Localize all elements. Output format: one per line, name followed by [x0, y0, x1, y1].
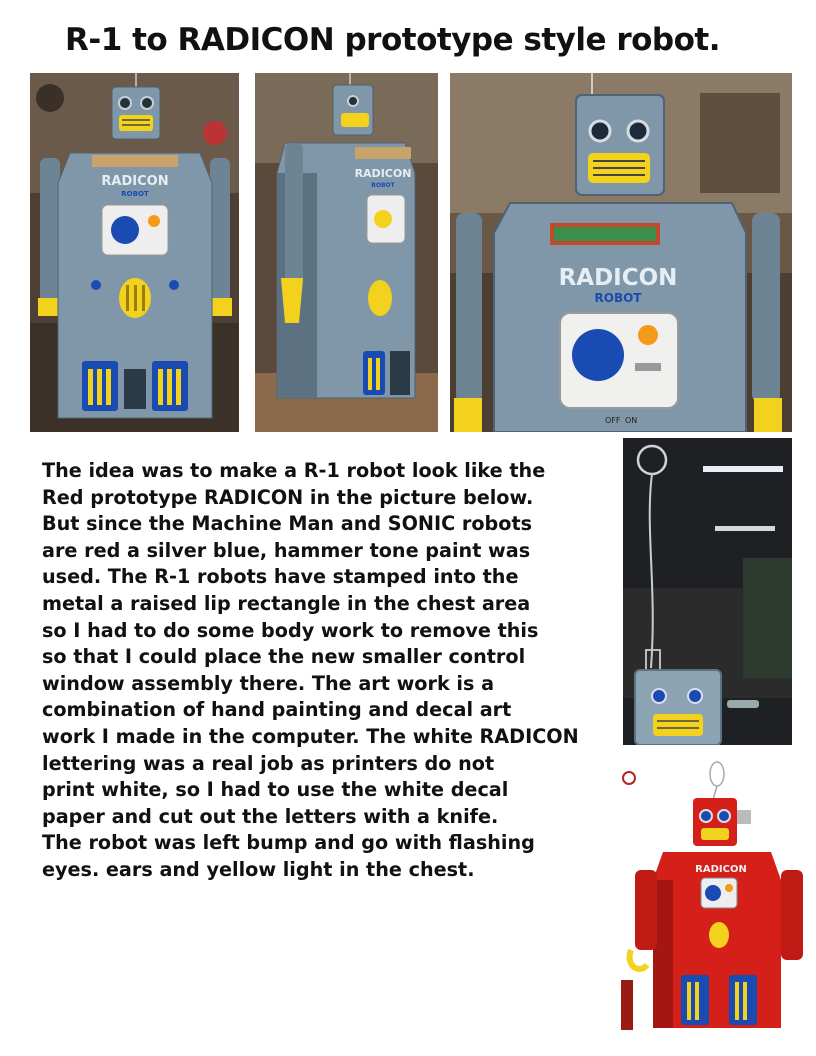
body-line: metal a raised lip rectangle in the chest area	[42, 591, 531, 615]
photo-antenna-head	[623, 438, 792, 745]
photo-red-prototype	[621, 760, 816, 1030]
photo-front-radicon-lettering: RADICON	[101, 174, 169, 189]
body-line: are red a silver blue, hammer tone paint was	[42, 538, 531, 562]
photo-closeup	[450, 73, 792, 432]
article-body	[42, 458, 612, 884]
body-line: lettering was a real job as printers do not	[42, 751, 495, 775]
photo-side-robot-lettering: ROBOT	[371, 182, 395, 189]
body-line: window assembly there. The art work is a	[42, 671, 495, 695]
photo-side	[255, 73, 438, 432]
photo-closeup-off-label: OFF	[605, 416, 621, 425]
photo-side-radicon-lettering: RADICON	[354, 167, 412, 180]
photo-closeup-radicon-lettering: RADICON	[558, 265, 678, 291]
body-line: But since the Machine Man and SONIC robots	[42, 512, 533, 536]
body-line: so I had to do some body work to remove this	[42, 618, 539, 642]
photo-closeup-on-label: ON	[625, 416, 638, 425]
body-line: combination of hand painting and decal art	[42, 698, 512, 722]
body-line: The robot was left bump and go with flashing	[42, 831, 535, 855]
body-line: eyes. ears and yellow light in the chest.	[42, 857, 475, 881]
photo-red-radicon-lettering: RADICON	[695, 864, 747, 875]
photo-front	[30, 73, 239, 432]
body-line: The idea was to make a R-1 robot look like the	[42, 459, 546, 482]
photo-front-robot-lettering: ROBOT	[121, 190, 149, 198]
body-line: used. The R-1 robots have stamped into the	[42, 565, 519, 589]
body-line: so that I could place the new smaller control	[42, 645, 526, 669]
photo-closeup-robot-lettering: ROBOT	[594, 291, 642, 305]
body-line: print white, so I had to use the white decal	[42, 778, 509, 802]
body-line: work I made in the computer. The white RADICON	[42, 724, 579, 748]
body-line: paper and cut out the letters with a knife.	[42, 804, 499, 828]
body-line: Red prototype RADICON in the picture below.	[42, 485, 534, 509]
page-title: R-1 to RADICON prototype style robot.	[65, 22, 720, 58]
